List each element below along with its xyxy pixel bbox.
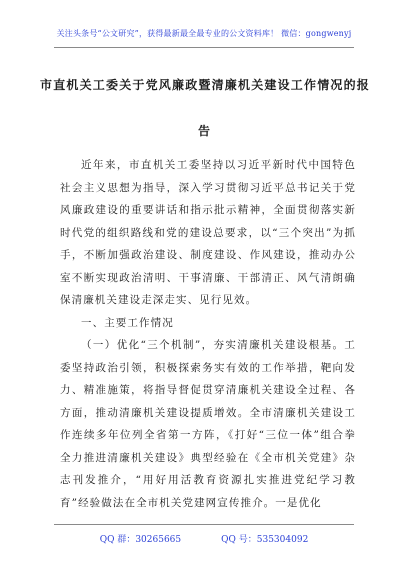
header-divider [54,47,354,48]
footer-divider [54,524,354,525]
footer-qq-group: QQ 群：30265665 [99,535,182,545]
footer-contact [0,532,408,545]
paragraph-intro: 近年来，市直机关工委坚持以习近平新时代中国特色社会主义思想为指导，深入学习贯彻习近平总书记关于党风廉政建设的重要讲话和指示批示精神，全面贯彻落实新时代党的组织路线和党的建设总要求，以“三个突出”为抓手，不断加强政治建设、制度建设、作风建设，推动办公室不断实现政治清明、干事清廉、干部清正、风气清朗确保清廉机关建设走深走实、见行见效。 [60,159,356,306]
footer-qq-number: QQ 号：535304092 [221,535,309,545]
header-banner: 关注头条号“公文研究”，获得最新最全最专业的公文资料库！ 微信：gongwenyj [56,29,352,38]
paragraph-section-1: （一）优化“三个机制”，夯实清廉机关建设根基。工委坚持政治引领，积极探索务实有效的工作举措，靶向发力、精准施策，将指导督促贯穿清廉机关建设全过程、各方面，推动清廉机关建设提质增效。全市清廉机关建设工作连续多年位列全省第一方阵，《打好“三位一体”组合拳全力推进清廉机关建设》典型经验在《全市机关党建》杂志刊发推介，“用好用活教育资源扎实推进党纪学习教育”经验做法在全市机关党建网宣传推介。一是优化 [60,339,356,509]
document-title-continued: 告 [197,124,210,138]
document-title: 市直机关工委关于党风廉政暨清廉机关建设工作情况的报 [40,78,371,92]
document-body [60,154,356,514]
section-heading: 一、主要工作情况 [81,316,174,329]
